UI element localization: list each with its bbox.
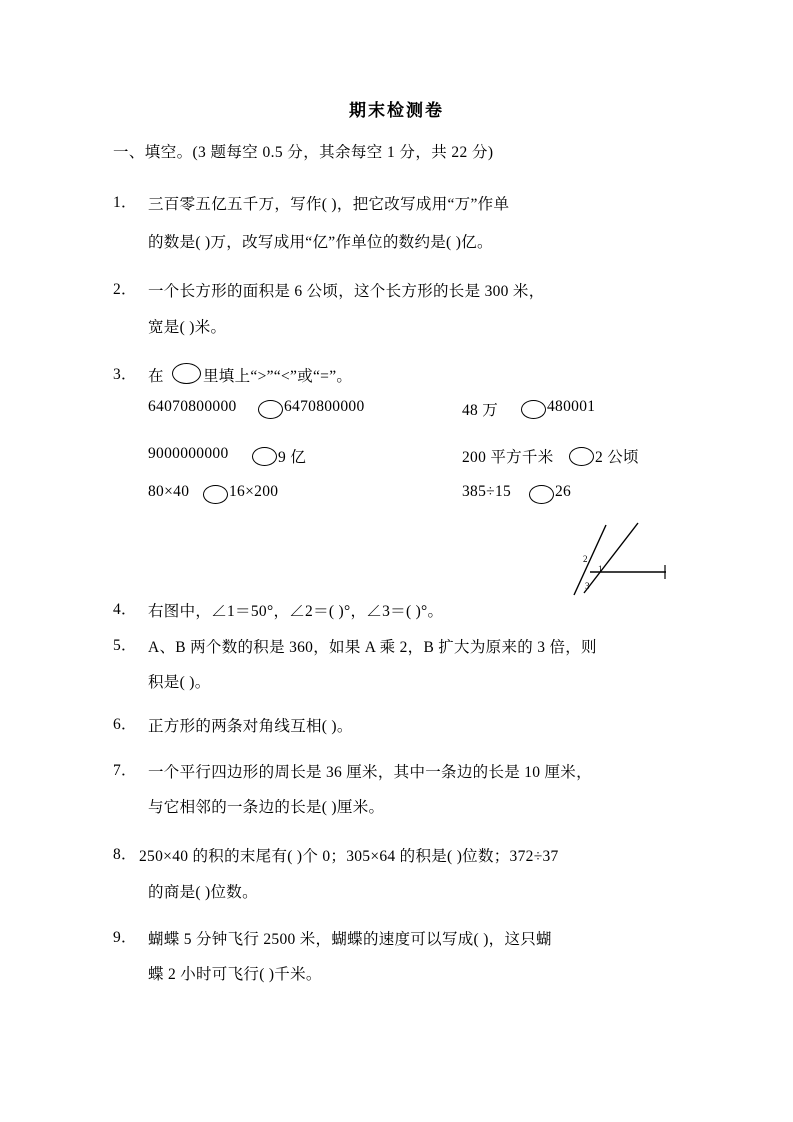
- question-number-7: 7．: [113, 762, 137, 779]
- compare-circle-icon: [172, 363, 201, 384]
- compare-circle-icon: [258, 400, 283, 419]
- compare-row-2-left2: 200 平方千米: [462, 449, 554, 466]
- question-number-6: 6．: [113, 716, 137, 733]
- question-9-line-2: 蝶 2 小时可飞行( )千米。: [148, 966, 322, 983]
- compare-circle-icon: [569, 447, 594, 466]
- compare-circle-icon: [521, 400, 546, 419]
- svg-text:3: 3: [585, 581, 590, 591]
- compare-circle-icon: [203, 485, 228, 504]
- question-7-line-1: 一个平行四边形的周长是 36 厘米，其中一条边的长是 10 厘米，: [148, 764, 592, 781]
- svg-text:2: 2: [583, 554, 588, 564]
- compare-row-3-right2: 26: [555, 483, 572, 500]
- section-heading: 一、填空。(3 题每空 0.5 分，其余每空 1 分，共 22 分): [113, 144, 494, 161]
- question-1-line-2: 的数是( )万，改写成用“亿”作单位的数约是( )亿。: [148, 234, 493, 251]
- compare-row-2-left: 9000000000: [148, 445, 229, 462]
- angle-figure: [566, 515, 696, 597]
- question-2-line-2: 宽是( )米。: [148, 319, 227, 336]
- question-5-line-2: 积是( )。: [148, 674, 211, 691]
- question-1-line-1: 三百零五亿五千万，写作( )，把它改写成用“万”作单: [148, 196, 510, 213]
- question-number-5: 5．: [113, 637, 137, 654]
- question-4-line-1: 右图中，∠1＝50°，∠2＝( )°，∠3＝( )°。: [148, 603, 444, 620]
- svg-text:1: 1: [598, 564, 603, 574]
- compare-row-1-right: 6470800000: [284, 398, 365, 415]
- question-number-3: 3．: [113, 366, 137, 383]
- question-8-line-2: 的商是( )位数。: [148, 884, 258, 901]
- question-number-9: 9．: [113, 929, 137, 946]
- question-number-8: 8．: [113, 846, 137, 863]
- question-3-prefix: 在: [148, 368, 164, 385]
- compare-row-2-right: 9 亿: [278, 449, 307, 466]
- question-number-1: 1．: [113, 194, 137, 211]
- compare-row-1-left: 64070800000: [148, 398, 237, 415]
- question-3-line-1: 里填上“>”“<”或“=”。: [203, 368, 353, 385]
- compare-row-3-left2: 385÷15: [462, 483, 512, 500]
- compare-row-1-right2: 480001: [547, 398, 596, 415]
- compare-row-1-left2: 48 万: [462, 402, 499, 419]
- compare-row-3-left: 80×40: [148, 483, 190, 500]
- question-2-line-1: 一个长方形的面积是 6 公顷，这个长方形的长是 300 米，: [148, 283, 545, 300]
- compare-circle-icon: [529, 485, 554, 504]
- compare-row-3-right: 16×200: [229, 483, 279, 500]
- compare-row-2-right2: 2 公顷: [595, 449, 639, 466]
- question-8-line-1: 250×40 的积的末尾有( )个 0；305×64 的积是( )位数；372÷37: [139, 848, 559, 865]
- question-7-line-2: 与它相邻的一条边的长是( )厘米。: [148, 799, 385, 816]
- question-5-line-1: A、B 两个数的积是 360，如果 A 乘 2，B 扩大为原来的 3 倍，则: [148, 639, 597, 656]
- question-9-line-1: 蝴蝶 5 分钟飞行 2500 米，蝴蝶的速度可以写成( )，这只蝴: [148, 931, 552, 948]
- question-number-2: 2．: [113, 281, 137, 298]
- page-title: 期末检测卷: [349, 101, 444, 121]
- compare-circle-icon: [252, 447, 277, 466]
- question-6-line-1: 正方形的两条对角线互相( )。: [148, 718, 353, 735]
- question-number-4: 4．: [113, 601, 137, 618]
